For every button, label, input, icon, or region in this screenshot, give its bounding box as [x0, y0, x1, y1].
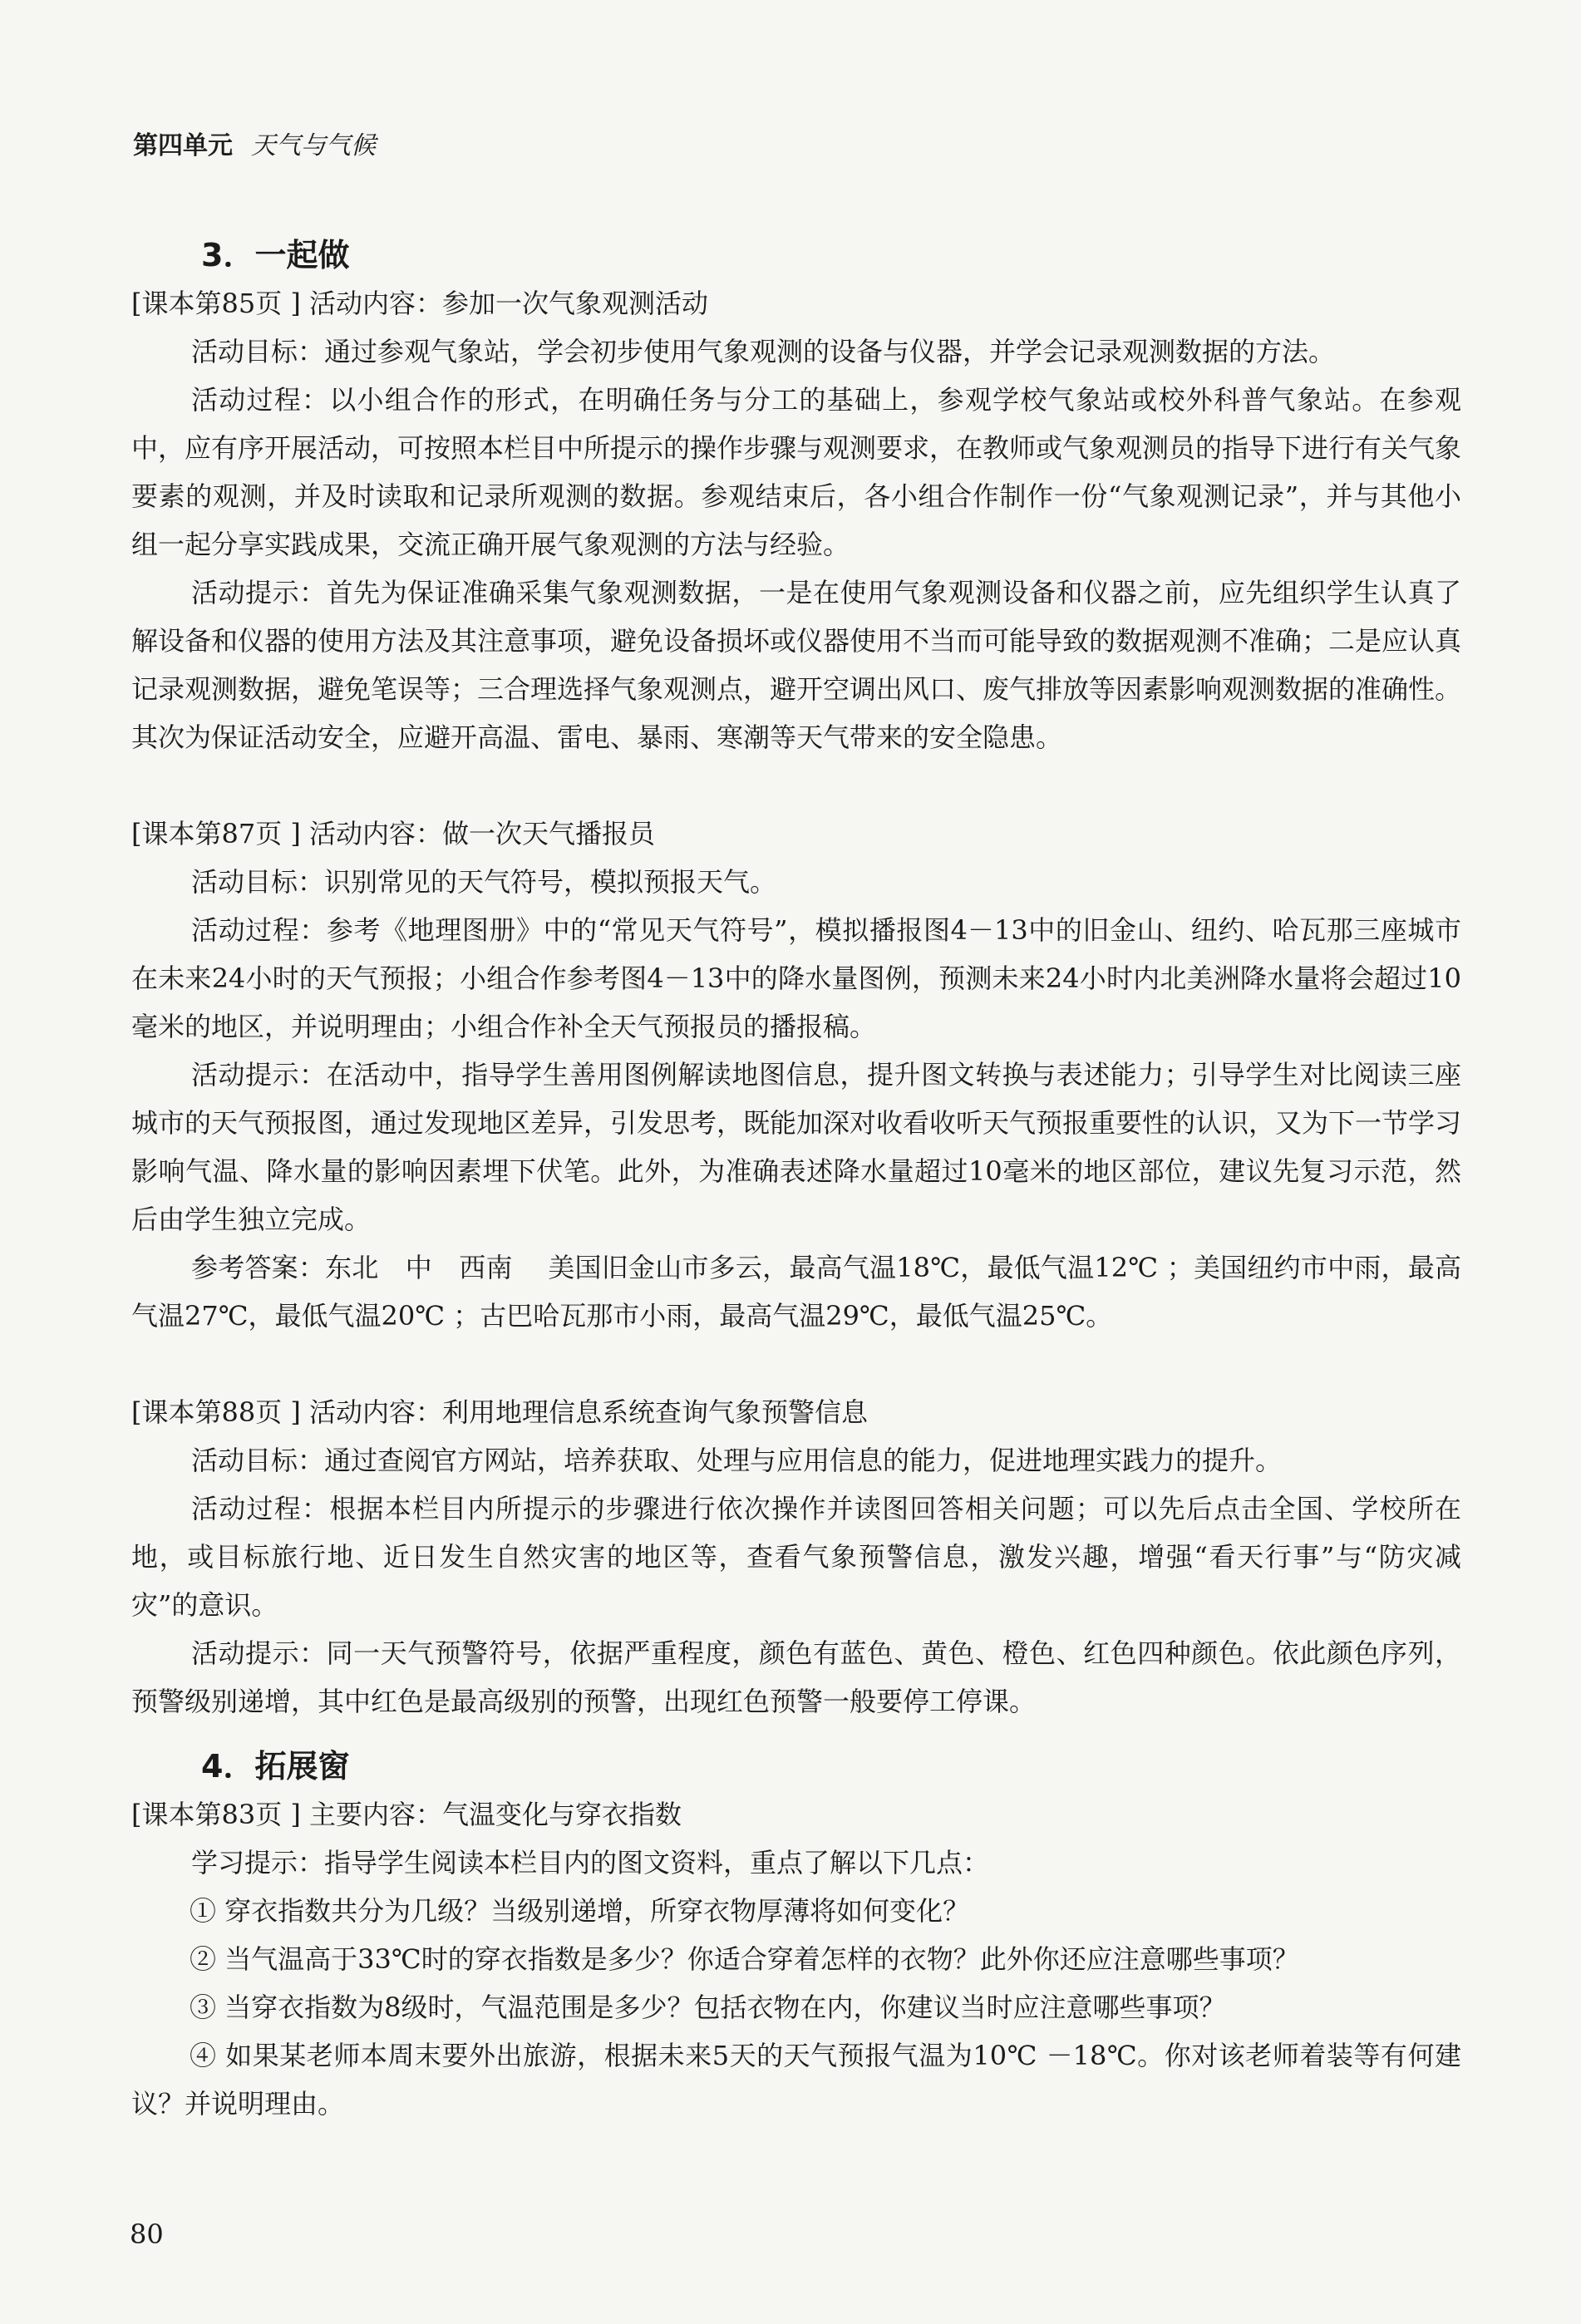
learning-tip: 学习提示：指导学生阅读本栏目内的图文资料，重点了解以下几点： [191, 1847, 990, 1878]
section-heading-3: 3．一起做 [201, 237, 350, 273]
spacer [131, 1726, 1461, 1742]
activity-block-p85 [131, 279, 1461, 761]
activity-tips: 活动提示：首先为保证准确采集气象观测数据，一是在使用气象观测设备和仪器之前，应先组织学生认真了解设备和仪器的使用方法及其注意事项，避免设备损坏或仪器使用不当而可能导致的数据观测不准确；二是应认真记录观测数据，避免笔误等；三合理选择气象观测点，避开空调出风口、废气排放等因素影响观测数据的准确性。其次为保证活动安全，应避开高温、雷电、暴雨、寒潮等天气带来的安全隐患。 [131, 577, 1462, 753]
running-head [133, 130, 376, 163]
extension-block [131, 1790, 1461, 2128]
spacer [131, 761, 1461, 810]
activity-tips: 活动提示：在活动中，指导学生善用图例解读地图信息，提升图文转换与表述能力；引导学生对比阅读三座城市的天气预报图，通过发现地区差异，引发思考，既能加深对收看收听天气预报重要性的认识，又为下一节学习影响气温、降水量的影响因素埋下伏笔。此外，为准确表述降水量超过10毫米的地区部位，建议先复习示范，然后由学生独立完成。 [131, 1059, 1462, 1235]
activity-block-p88 [131, 1388, 1461, 1726]
activity-process: 活动过程：参考《地理图册》中的“常见天气符号”，模拟播报图4－13中的旧金山、纽约、哈瓦那三座城市在未来24小时的天气预报；小组合作参考图4－13中的降水量图例，预测未来24小时内北美洲降水量将会超过10毫米的地区，并说明理由；小组合作补全天气预报员的播报稿。 [131, 914, 1461, 1042]
spacer [131, 1340, 1461, 1388]
reference-answer: 参考答案：东北 中 西南 美国旧金山市多云，最高气温18℃，最低气温12℃ ；美国纽约市中雨，最高气温27℃，最低气温20℃ ；古巴哈瓦那市小雨，最高气温29℃，最低气温25℃。 [131, 1252, 1461, 1332]
activity-process: 活动过程：根据本栏目内所提示的步骤进行依次操作并读图回答相关问题；可以先后点击全国、学校所在地，或目标旅行地、近日发生自然灾害的地区等，查看气象预警信息，激发兴趣，增强“看天行事”与“防灾减灾”的意识。 [131, 1493, 1461, 1621]
unit-label: 第四单元 [133, 131, 233, 160]
page-body [131, 231, 1461, 2128]
activity-process: 活动过程：以小组合作的形式，在明确任务与分工的基础上，参观学校气象站或校外科普气象站。在参观中，应有序开展活动，可按照本栏目中所提示的操作步骤与观测要求，在教师或气象观测员的指导下进行有关气象要素的观测，并及时读取和记录所观测的数据。参观结束后，各小组合作制作一份“气象观测记录”，并与其他小组一起分享实践成果，交流正确开展气象观测的方法与经验。 [131, 384, 1462, 560]
activity-tips: 活动提示：同一天气预警符号，依据严重程度，颜色有蓝色、黄色、橙色、红色四种颜色。依此颜色序列，预警级别递增，其中红色是最高级别的预警，出现红色预警一般要停工停课。 [131, 1637, 1461, 1717]
activity-goal: 活动目标：识别常见的天气符号，模拟预报天气。 [191, 866, 777, 898]
question-item: ③ 当穿衣指数为8级时，气温范围是多少？包括衣物在内，你建议当时应注意哪些事项？ [190, 1992, 1226, 2023]
page-number: 80 [130, 2218, 164, 2250]
unit-topic: 天气与气候 [251, 131, 376, 160]
extension-reference: [课本第83页 ] 主要内容：气温变化与穿衣指数 [131, 1799, 682, 1830]
activity-reference: [课本第88页 ] 活动内容：利用地理信息系统查询气象预警信息 [131, 1396, 869, 1428]
question-item: ④ 如果某老师本周末要外出旅游，根据未来5天的天气预报气温为10℃ －18℃。你对该老师着装等有何建议？并说明理由。 [131, 2040, 1461, 2120]
activity-block-p87 [131, 810, 1461, 1340]
activity-goal: 活动目标：通过查阅官方网站，培养获取、处理与应用信息的能力，促进地理实践力的提升。 [191, 1445, 1283, 1476]
question-item: ① 穿衣指数共分为几级？当级别递增，所穿衣物厚薄将如何变化？ [190, 1895, 970, 1927]
section-heading-4: 4．拓展窗 [201, 1748, 350, 1785]
activity-reference: [课本第87页 ] 活动内容：做一次天气播报员 [131, 818, 656, 849]
activity-reference: [课本第85页 ] 活动内容：参加一次气象观测活动 [131, 288, 709, 319]
activity-goal: 活动目标：通过参观气象站，学会初步使用气象观测的设备与仪器，并学会记录观测数据的方法。 [191, 336, 1336, 367]
question-item: ② 当气温高于33℃时的穿衣指数是多少？你适合穿着怎样的衣物？此外你还应注意哪些事项？ [190, 1943, 1299, 1975]
